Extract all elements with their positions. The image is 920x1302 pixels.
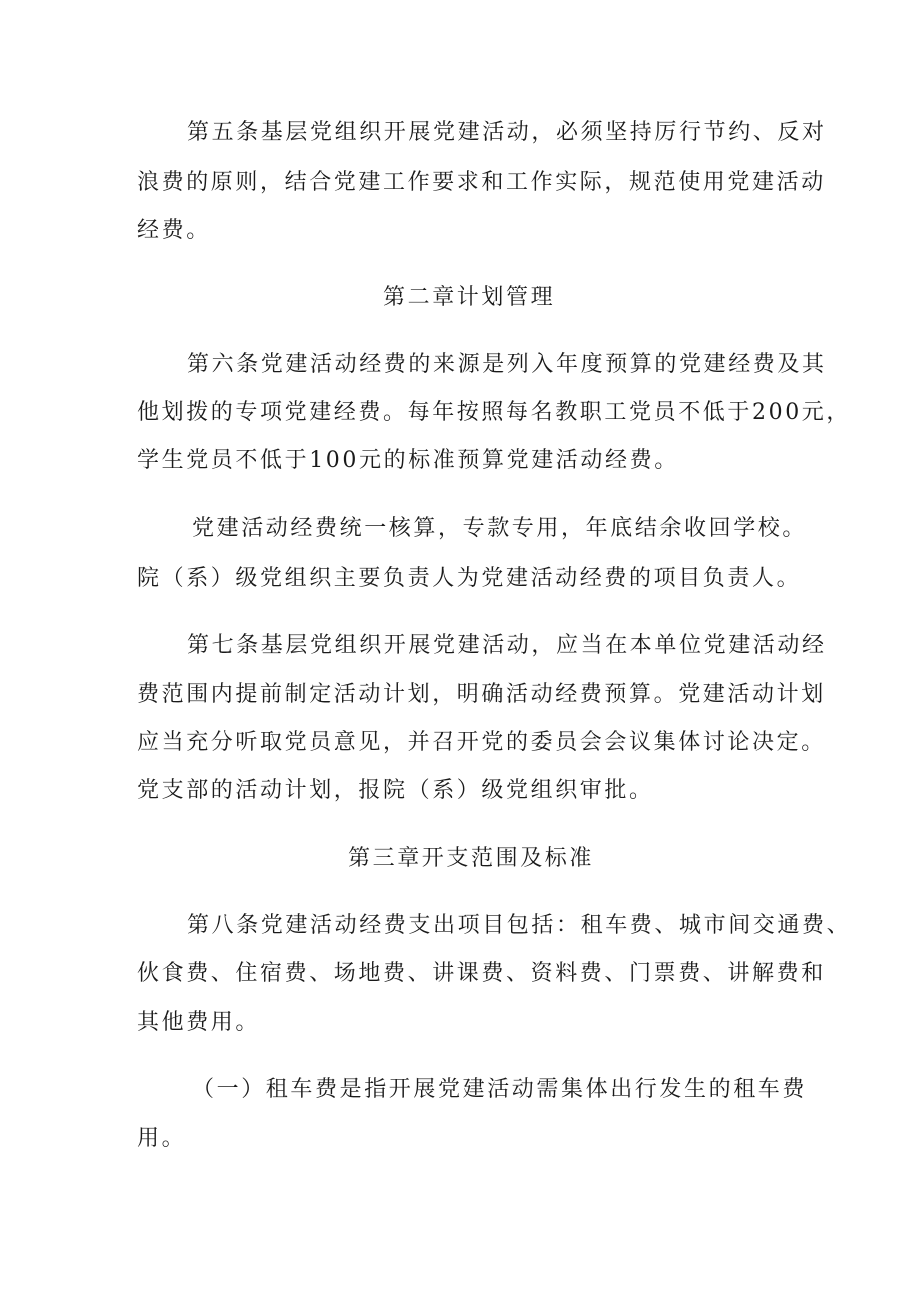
article-6-line-3: 学生党员不低于100元的标准预算党建活动经费。: [137, 448, 679, 473]
chapter-2-heading: 第二章计划管理: [383, 285, 556, 310]
article-6-line-1: 第六条党建活动经费的来源是列入年度预算的党建经费及其: [187, 352, 827, 377]
article-8-line-2: 伙食费、住宿费、场地费、讲课费、资料费、门票费、讲解费和: [137, 961, 826, 986]
article-5-line-2: 浪费的原则，结合党建工作要求和工作实际，规范使用党建活动: [137, 170, 826, 195]
article-6-note-line-2: 院（系）级党组织主要负责人为党建活动经费的项目负责人。: [137, 566, 802, 591]
article-8-line-1: 第八条党建活动经费支出项目包括：租车费、城市间交通费、: [187, 913, 852, 938]
chapter-3-heading: 第三章开支范围及标准: [348, 846, 595, 871]
item-1-line-2: 用。: [137, 1126, 187, 1151]
article-6-note-line-1: 党建活动经费统一核算，专款专用，年底结余收回学校。: [192, 516, 808, 541]
article-7-line-1: 第七条基层党组织开展党建活动，应当在本单位党建活动经: [187, 633, 827, 658]
article-8-line-3: 其他费用。: [137, 1010, 261, 1035]
article-5-line-1: 第五条基层党组织开展党建活动，必须坚持厉行节约、反对: [187, 120, 827, 145]
article-6-line-2: 他划拨的专项党建经费。每年按照每名教职工党员不低于200元，: [137, 400, 851, 425]
article-7-line-3: 应当充分听取党员意见，并召开党的委员会会议集体讨论决定。: [137, 730, 826, 755]
article-7-line-2: 费范围内提前制定活动计划，明确活动经费预算。党建活动计划: [137, 682, 826, 707]
article-7-line-4: 党支部的活动计划，报院（系）级党组织审批。: [137, 778, 654, 803]
article-5-line-3: 经费。: [137, 218, 211, 243]
item-1-line-1: （一）租车费是指开展党建活动需集体出行发生的租车费: [192, 1077, 808, 1102]
